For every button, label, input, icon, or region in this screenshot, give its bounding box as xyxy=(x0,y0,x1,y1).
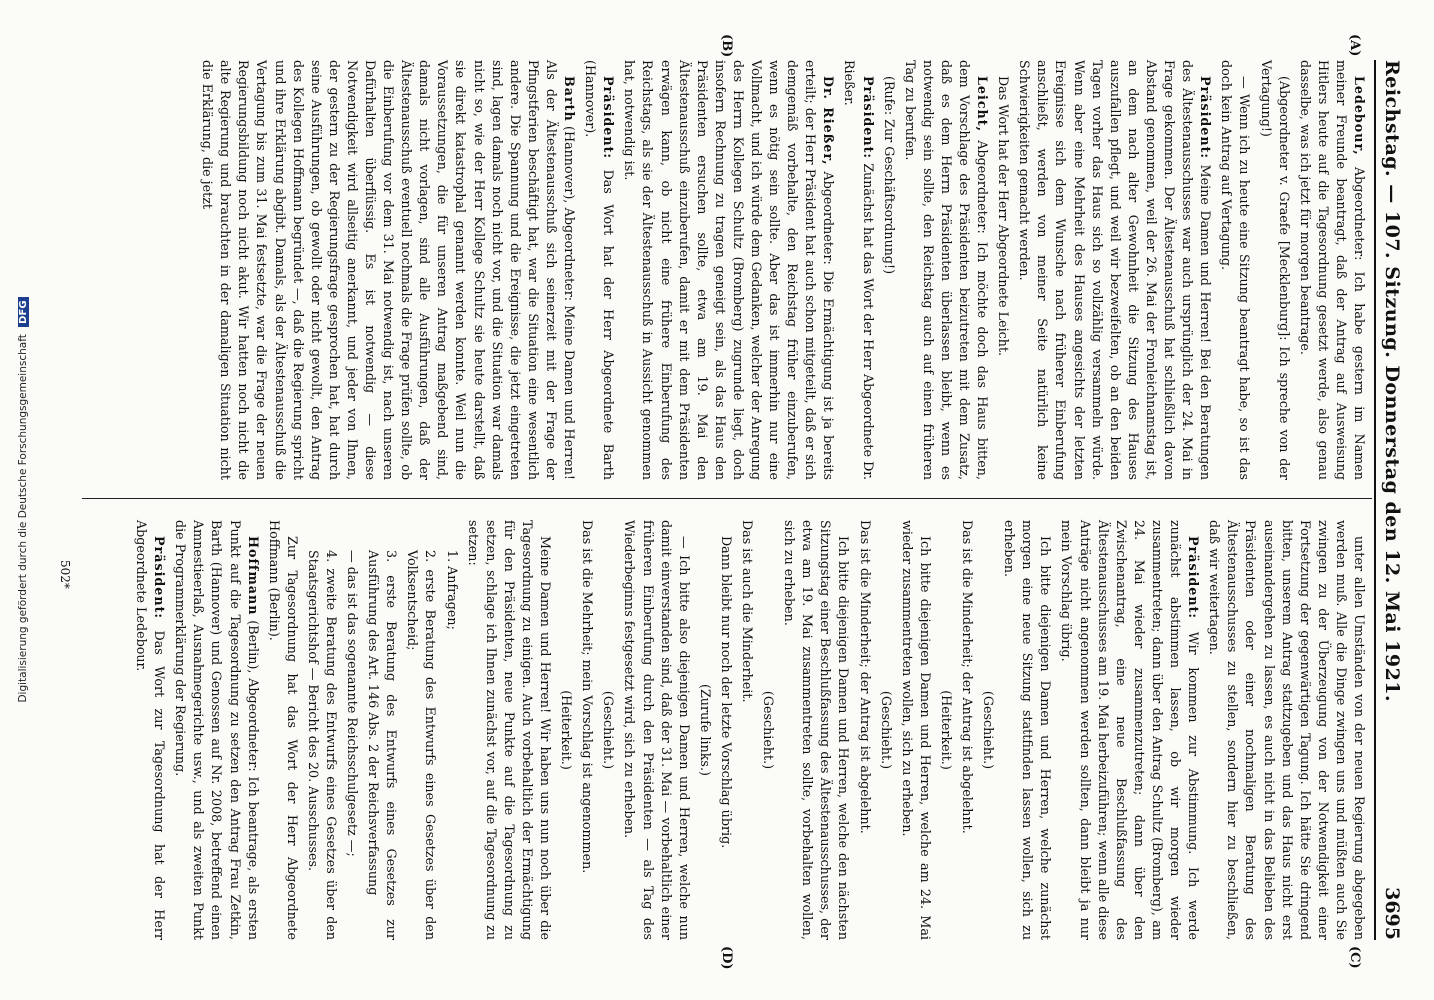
paragraph-text: Dann bleibt nur noch der letzte Vorschlag übrig. xyxy=(718,536,734,849)
paragraph-text: unter allen Umständen von der neuen Regierung abgegeben werden muß. Alle die Dinge zwingen uns und müßten auch Sie zwingen zu der Überzeugung von der Notwendigkeit einer Fortsetzung der gegenwärtigen Tagung. Ich hätte Sie dringend bitten, unserem Antrag stattzugeben und das Haus nicht erst auseinandergehen zu lassen, es auch nicht in das Belieben des Präsidenten oder einer nochmaligen Beratung des Ältestenausschusses zu stellen, sondern hier zu beschließen, daß wir weitertagen. xyxy=(1207,520,1367,940)
dfg-logo-icon: DFG xyxy=(18,297,29,326)
speaker-name: Präsident: xyxy=(860,76,876,160)
paragraph xyxy=(1057,520,1202,940)
paragraph xyxy=(343,520,361,940)
paragraph-text: 4. zweite Beratung des Entwurfs eines Gesetzes über den Staatsgerichtshof — Bericht des 20. Ausschusses. xyxy=(305,550,340,940)
paragraph-text: Abgeordneter: Ich möchte doch das Haus bitten, dem Vorschlage des Präsidenten beizutreten mit dem Zusatz, daß es dem Herrn Präsidenten überlassen bleibt, wenn es notwendig sein sollte, den Reichstag auch auf einen früheren Tag zu berufen. xyxy=(902,60,991,480)
paragraph xyxy=(901,60,991,480)
paragraph xyxy=(780,520,852,940)
header-rule xyxy=(1374,60,1376,940)
speaker-name: Präsident: xyxy=(152,536,168,620)
paragraph xyxy=(994,60,1012,480)
paragraph-text: (Abgeordneter v. Graefe [Mecklenburg]: Ich spreche von der Vertagung!) xyxy=(1258,60,1292,480)
paragraph-text: Das Wort hat der Herr Abgeordnete Leicht. xyxy=(996,76,1012,357)
page-mark: 502* xyxy=(58,560,72,589)
left-column xyxy=(195,60,1368,480)
margin-marker-c: (C) xyxy=(1347,946,1362,969)
paragraph xyxy=(578,520,596,940)
paragraph-text: — das ist das sogenannte Reichsschulgesetz —; xyxy=(345,550,361,857)
paragraph xyxy=(620,60,837,480)
paragraph xyxy=(171,520,261,940)
speaker-name: Präsident: xyxy=(1198,76,1214,160)
paragraph-text: 1. Anfragen; xyxy=(444,550,460,630)
speaker-name: Hoffmann xyxy=(245,536,261,616)
paragraph-text: Ich bitte diejenigen Damen und Herren, welche den nächsten Sitzungstag einer Beschlußfassung des Ältestenausschusses, der etwa am 19. Mai zusammentreten sollte, vorbehalten wollen, sich zu erheben. xyxy=(782,520,852,940)
page-number: 3695 xyxy=(1381,887,1403,940)
paragraph-text: (Heiterkeit.) xyxy=(559,690,575,770)
speaker-name: Barth xyxy=(562,76,578,122)
paragraph-text: Wir kommen zur Abstimmung. Ich werde zunächst abstimmen lassen, ob wir morgen wieder zusammentreten; dann über den Antrag Schultz (Bromberg), am 24. Mai wieder zusammenzutreten; dann über den Zwischenantrag, eine neue Beschlußfassung des Ältestenausschusses am 19. Mai herbeizuführen; wenn alle diese Anträge nicht angenommen werden sollten, dann bleibt ja nur mein Vorschlag übrig. xyxy=(1059,520,1202,940)
speaker-name: Ledebour, xyxy=(1352,76,1367,156)
paragraph-text: Meine Damen und Herren! Bei den Beratungen des Ältestenausschusses war auch ursprünglich der 24. Mai in Frage gekommen. Der Ältestenausschuß hat schließlich davon Abstand genommen, weil der 26. Mai der Fronleichnamstag ist, an dem nach alter Gewohnheit die Sitzung des Hauses auszufallen pflegt, und weil wir bezweifelten, ob an den beiden Tagen vorher das Haus sich so vollzählig versammeln würde. Wenn aber eine Mehrheit des Hauses angesichts der letzten Ereignisse sich dem Wunsche nach früherer Einberufung anschließt, werden von meiner Seite natürlich keine Schwierigkeiten gemacht werden. xyxy=(1017,60,1214,480)
paragraph xyxy=(1205,520,1368,940)
paragraph-text: (Berlin), Abgeordneter: Ich beantrage, als ersten Punkt auf die Tagesordnung zu setzen den Antrag Frau Zetkin, Barth (Hannover) und Genossen auf Nr. 2008, betreffend einen Amnestieerlaß, Ausnahmegerichte usw., und als zweiten Punkt die Programmerklärung der Regierung. xyxy=(173,520,261,940)
paragraph-text: — Ich bitte also diejenigen Damen und Herren, welche nun damit einverstanden sind, daß der 31. Mai — vorbehaltlich einer früheren Einberufung durch den Präsidenten — als Tag des Wiederbeginns festgesetzt wird, sich zu erheben. xyxy=(622,520,692,940)
right-column xyxy=(129,520,1368,940)
paragraph-text: 3. erste Beratung des Entwurfs eines Gesetzes zur Ausführung des Art. 146 Abs. 2 der Reichsverfassung xyxy=(366,550,400,940)
paragraph xyxy=(557,520,575,940)
paragraph xyxy=(265,520,301,940)
paragraph-text: Das ist die Minderheit; der Antrag ist abgelehnt. xyxy=(960,520,976,834)
paragraph-text: — Wenn ich zu heute eine Sitzung beantragt habe, so ist das doch kein Antrag auf Vertagung. xyxy=(1219,60,1253,480)
paragraph xyxy=(1015,60,1214,480)
paragraph-text: Das Wort zur Tagesordnung hat der Herr Abgeordnete Ledebour. xyxy=(134,520,168,940)
paragraph xyxy=(364,520,400,940)
paragraph xyxy=(599,520,617,940)
paragraph-text: (Rufe: Zur Geschäftsordnung!) xyxy=(881,76,897,275)
column-divider xyxy=(82,498,1372,499)
paragraph xyxy=(958,520,976,940)
paragraph xyxy=(620,520,692,940)
paragraph-text: (Geschieht.) xyxy=(878,690,894,770)
paragraph xyxy=(1296,60,1368,480)
paragraph-text: 2. erste Beratung des Entwurfs eines Gesetzes über den Volksentscheid; xyxy=(405,550,439,940)
paragraph xyxy=(877,520,895,940)
paragraph xyxy=(1000,520,1054,940)
paragraph-text: Das ist auch die Minderheit. xyxy=(740,520,755,703)
paragraph xyxy=(132,520,168,940)
speaker-name: Präsident: xyxy=(601,76,617,160)
paragraph xyxy=(840,60,876,480)
paragraph-text: (Hannover), Abgeordneter: Meine Damen und Herren! Als der Ältestenausschuß sich seinerzeit mit der Frage der Pfingstferien beschäftigt hat, war die Situation eine wesentlich andere. Die Spannung und die Ereignisse, die jetzt eingetreten sind, lagen damals noch nicht vor, und die Situation war damals nicht so, wie der Herr Kollege Schultz sie heute darstellt, daß sie direkt katastrophal genannt werden konnte. Weil nun die Voraussetzungen, die für unseren Antrag maßgebend sind, damals nicht vorlagen, sind alle Ausführungen, daß der Ältestenausschuß eventuell nochmals die Frage prüfen sollte, ob die Einberufung vor dem 31. Mai notwendig ist, nach unseren Dafürhalten überflüssig. Es ist notwendig — diese Notwendigkeit wird allseitig anerkannt, und jeder von Ihnen, der gestern zu der Regierungsfrage gesprochen hat, hat durch seine Ausführungen, ob gewollt oder nicht gewollt, den Antrag des Kollegen Hoffmann begründet —, daß die Regierung spricht und ihre Erklärung abgibt. Damals, als der Ältestenausschuß die Vertagung bis zum 31. Mai festsetzte, war die Frage der neuen Regierungsbildung noch nicht akut. Wir hatten noch nicht die alte Regierung und brauchten in der damaligen Situation nicht die Erklärung, die jetzt xyxy=(200,60,578,480)
paragraph-text: (Zurufe links.) xyxy=(697,684,713,776)
paragraph xyxy=(759,520,777,940)
paragraph xyxy=(1217,60,1253,480)
paragraph xyxy=(880,60,898,480)
paragraph-text: (Geschieht.) xyxy=(601,690,617,770)
margin-marker-d: (D) xyxy=(719,946,734,970)
paragraph xyxy=(443,520,461,940)
paragraph-text: (Heiterkeit.) xyxy=(938,690,954,770)
speaker-name: Leicht, xyxy=(975,76,991,133)
paragraph-text: Abgeordneter: Die Ermächtigung ist ja bereits erteilt; der Herr Präsident hat auch schon mitgeteilt, daß er sich demgemäß vorbehalte, den Reichstag früher einzuberufen, wenn es nötig sein sollte. Aber das ist immerhin nur eine Vollmacht, und ich würde dem Gedanken, welcher der Anregung des Herrn Kollegen Schultz (Bromberg) zugrunde liegt, doch insofern Rechnung zu tragen geneigt sein, als das Haus den Präsidenten ersuchen sollte, etwa am 19. Mai den Ältestenausschuß einzuberufen, damit er mit dem Präsidenten erwägen kann, ob nicht eine frühere Einberufung des Reichstags, als sie der Ältestenausschuß in Aussicht genommen hat, notwendig ist. xyxy=(622,60,837,480)
paragraph-text: Das Wort hat der Herr Abgeordnete Barth (Hannover). xyxy=(583,60,617,480)
credit-text: Digitalisierung gefördert durch die Deutsche Forschungsgemeinschaft xyxy=(17,334,29,703)
paragraph xyxy=(738,520,756,940)
speaker-name: Präsident: xyxy=(1186,536,1202,620)
paragraph xyxy=(403,520,439,940)
speaker-name: Dr. Rießer, xyxy=(821,76,837,166)
paragraph xyxy=(304,520,340,940)
paragraph-text: Das ist die Mehrheit; mein Vorschlag ist angenommen. xyxy=(580,520,596,874)
paragraph xyxy=(1256,60,1292,480)
paragraph xyxy=(581,60,617,480)
paragraph-text: (Geschieht.) xyxy=(981,690,997,770)
paragraph-text: (Geschieht.) xyxy=(761,690,777,770)
paragraph xyxy=(979,520,997,940)
paragraph-text: Zur Tagesordnung hat das Wort der Herr Abgeordnete Hoffmann (Berlin). xyxy=(266,520,300,940)
paragraph-text: Das ist die Minderheit; der Antrag ist abgelehnt. xyxy=(857,520,873,834)
paragraph-text: Ich bitte diejenigen Damen und Herren, welche am 24. Mai wieder zusammentreten wollen, sich zu erheben. xyxy=(899,520,933,940)
paragraph xyxy=(198,60,578,480)
paragraph xyxy=(696,520,714,940)
header-title: Reichstag. — 107. Sitzung. Donnerstag den 12. Mai 1921. xyxy=(1381,60,1403,703)
paragraph xyxy=(717,520,735,940)
paragraph xyxy=(937,520,955,940)
paragraph xyxy=(898,520,934,940)
margin-marker-a: (A) xyxy=(1347,34,1362,57)
margin-marker-b: (B) xyxy=(719,34,734,58)
paragraph-text: Meine Damen und Herren! Wir haben uns nun noch über die Tagesordnung zu einigen. Auch vorbehaltlich der Ermächtigung für den Präsidenten, neue Punkte auf die Tagesordnung zu setzen, schlage ich Ihnen zunächst vor, auf die Tagesordnung zu setzen: xyxy=(465,520,554,940)
page-header xyxy=(1378,60,1406,940)
paragraph-text: Zunächst hat das Wort der Herr Abgeordnete Dr. Rießer. xyxy=(842,60,876,480)
digitization-credit xyxy=(17,0,29,1000)
paragraph xyxy=(464,520,554,940)
paragraph-text: Abgeordneter: Ich habe gestern im Namen meiner Freunde beantragt, daß der Antrag auf Ausweisung Hitlers heute auf die Tagesordnung gesetzt werde, also genau dasselbe, was ich jetzt für morgen beantrage. xyxy=(1297,60,1367,480)
paragraph-text: Ich bitte diejenigen Damen und Herren, welche zunächst morgen eine neue Sitzung stattfinden lassen wollen, sich zu erheben. xyxy=(1002,520,1054,940)
paragraph xyxy=(855,520,873,940)
